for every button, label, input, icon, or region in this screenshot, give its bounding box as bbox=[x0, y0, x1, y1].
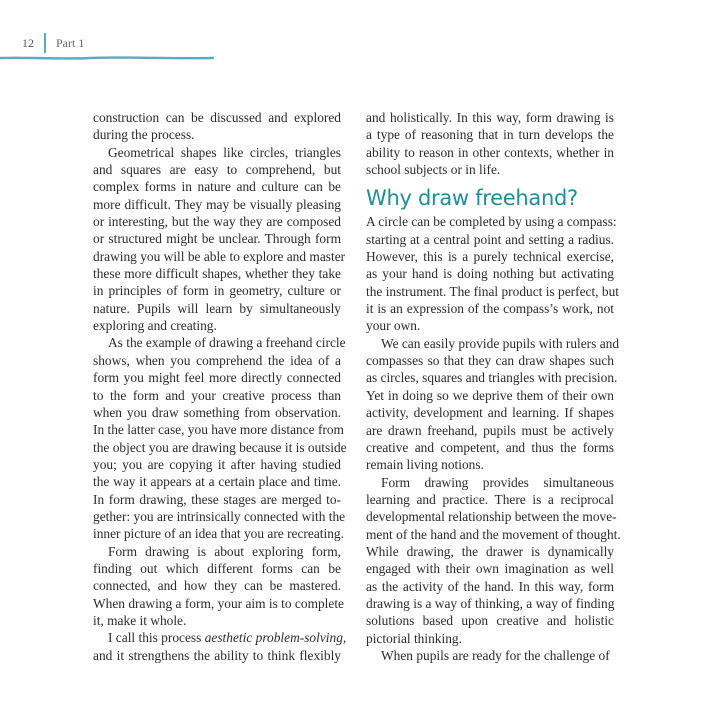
text-line: or structured might be unclear. Through form bbox=[93, 231, 341, 247]
text-line: Yet in doing so we deprive them of their own bbox=[366, 387, 614, 403]
right-lines-after bbox=[366, 213, 621, 664]
text-line: remain living notions. bbox=[366, 457, 484, 473]
text-line: Geometrical shapes like circles, triangles bbox=[108, 144, 341, 160]
text-line: activity, development and learning. If shapes bbox=[366, 405, 614, 421]
text-line: In form drawing, these stages are merged to- bbox=[93, 491, 341, 507]
text-line: Form drawing provides simultaneous bbox=[381, 474, 614, 490]
text-line: as circles, squares and triangles with precision. bbox=[366, 370, 618, 386]
text-line: and holistically. In this way, form drawing is bbox=[366, 110, 614, 125]
text-line: creative and competent, and thus the forms bbox=[366, 439, 614, 455]
text-line: When pupils are ready for the challenge of bbox=[381, 647, 610, 663]
text-line: shows, when you comprehend the idea of a bbox=[93, 352, 341, 368]
text-run: , bbox=[342, 630, 347, 646]
text-line: A circle can be completed by using a compass: bbox=[366, 214, 617, 230]
text-line: or interesting, but the way they are composed bbox=[93, 214, 341, 230]
text-line: Form drawing is about exploring form, bbox=[108, 543, 341, 559]
text-line: inner picture of an idea that you are recreating. bbox=[93, 526, 344, 542]
text-line: nature. Pupils will learn by simultaneously bbox=[93, 300, 341, 316]
section-label: Part 1 bbox=[56, 36, 85, 50]
text-line: gether: you are intrinsically connected with the bbox=[93, 508, 346, 524]
text-line: When drawing a form, your aim is to complete bbox=[93, 595, 345, 611]
text-line: However, this is a purely technical exercise, bbox=[366, 249, 614, 265]
text-line: more difficult. They may be visually pleasing bbox=[93, 196, 341, 212]
right-lines-before bbox=[366, 109, 614, 178]
text-line: In the latter case, you have more distance from bbox=[93, 422, 344, 438]
text-line: a type of reasoning that in turn develops the bbox=[366, 127, 614, 143]
text-run: I call this process bbox=[108, 630, 205, 646]
text-line: ment of the hand and the movement of thought. bbox=[366, 526, 621, 542]
left-text-column bbox=[93, 109, 347, 664]
page-number: 12 bbox=[22, 36, 34, 50]
text-line: and squares are easy to comprehend, but bbox=[93, 162, 341, 178]
text-line: school subjects or in life. bbox=[366, 162, 501, 178]
text-line: the way it appears at a certain place and time. bbox=[93, 474, 341, 490]
text-line: exploring and creating. bbox=[93, 318, 217, 334]
text-line: As the example of drawing a freehand circle bbox=[108, 335, 346, 351]
italic-term: aesthetic problem-solving bbox=[204, 630, 343, 646]
text-line: during the process. bbox=[93, 127, 195, 143]
text-line: to the form and your creative process than bbox=[93, 387, 341, 403]
text-line: are drawn freehand, pupils must be actively bbox=[366, 422, 614, 438]
text-line: construction can be discussed and explored bbox=[93, 110, 341, 125]
section-heading: Why draw freehand? bbox=[366, 186, 578, 211]
text-line: drawing you will be able to explore and master bbox=[93, 248, 346, 264]
text-line: connected, and how they can be mastered. bbox=[93, 578, 341, 594]
text-line: as your hand is doing nothing but activating bbox=[366, 266, 614, 282]
text-line: engaged with their own imagination as well bbox=[366, 561, 614, 577]
right-text-column bbox=[366, 109, 621, 664]
running-header bbox=[0, 0, 720, 70]
header-brush-rule bbox=[0, 55, 215, 61]
text-line: developmental relationship between the move- bbox=[366, 509, 617, 525]
text-line: you; you are copying it after having studied bbox=[93, 456, 341, 472]
text-line: when you draw something from observation. bbox=[93, 404, 341, 420]
text-line: compasses so that they can draw shapes such bbox=[366, 353, 614, 369]
text-line: as the activity of the hand. In this way, form bbox=[366, 578, 614, 594]
text-line: these more difficult shapes, whether they take bbox=[93, 266, 341, 282]
text-line: pictorial thinking. bbox=[366, 630, 462, 646]
text-line: learning and practice. There is a reciprocal bbox=[366, 491, 614, 507]
text-line: it is an expression of the compass’s work, not bbox=[366, 301, 614, 317]
text-line: solutions based upon creative and holistic bbox=[366, 613, 614, 629]
text-line bbox=[93, 629, 347, 646]
text-line: complex forms in nature and culture can be bbox=[93, 179, 341, 195]
text-line: form you might feel more directly connected bbox=[93, 370, 341, 386]
text-line: your own. bbox=[366, 318, 421, 334]
text-line: the instrument. The final product is perfect, but bbox=[366, 283, 619, 299]
text-line: ability to reason in other contexts, whether in bbox=[366, 144, 614, 160]
text-line: in principles of form in geometry, culture or bbox=[93, 283, 341, 299]
text-line: starting at a central point and setting a radius. bbox=[366, 231, 614, 247]
text-line: finding out which different forms can be bbox=[93, 560, 341, 576]
text-line: the object you are drawing because it is outside bbox=[93, 439, 347, 455]
text-line: We can easily provide pupils with rulers and bbox=[381, 335, 620, 351]
text-line: drawing is a way of thinking, a way of finding bbox=[366, 595, 615, 611]
text-line: it, make it whole. bbox=[93, 612, 187, 628]
text-line: and it strengthens the ability to think flexibly bbox=[93, 647, 341, 663]
header-divider bbox=[44, 33, 46, 53]
text-line: While drawing, the drawer is dynamically bbox=[366, 543, 614, 559]
